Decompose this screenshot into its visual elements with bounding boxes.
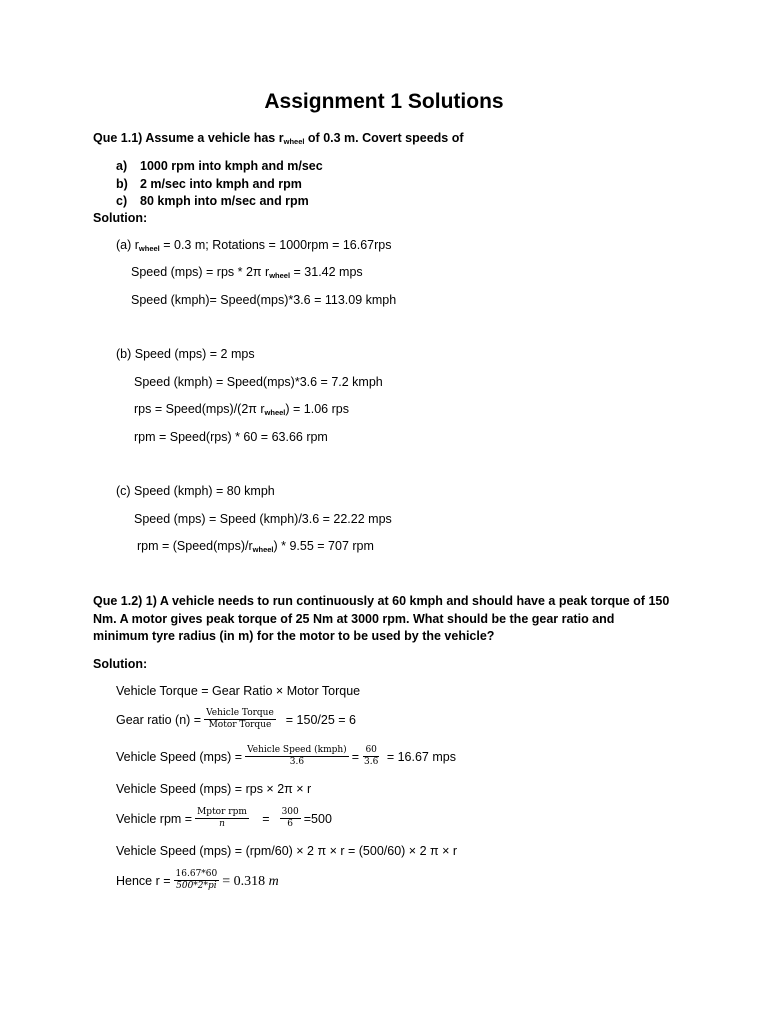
solution-text: = 31.42 mps: [290, 265, 363, 279]
equation-text: Vehicle rpm =: [116, 812, 193, 826]
list-marker: b): [116, 177, 128, 191]
equation-text: =: [262, 812, 270, 826]
list-marker: c): [116, 194, 128, 208]
solution-a-line-3: Speed (kmph)= Speed(mps)*3.6 = 113.09 kmph: [131, 293, 397, 307]
question-1-1-heading: [93, 130, 464, 150]
fraction: [174, 869, 220, 892]
question-1-2-heading-line-2: Nm. A motor gives peak torque of 25 Nm at 3000 rpm. What should be the gear ratio and: [93, 612, 615, 626]
equation-vehicle-rpm: [116, 806, 332, 832]
fraction-numerator: Vehicle Torque: [206, 708, 274, 719]
list-item-text: 2 m/sec into kmph and rpm: [140, 177, 302, 191]
equation-vehicle-speed: [116, 744, 456, 770]
fraction: [204, 708, 276, 731]
solution-label: Solution:: [93, 657, 148, 671]
equation-text: Gear ratio (n) =: [116, 713, 202, 727]
fraction: [280, 807, 301, 830]
solution-text: ) = 1.06 rps: [285, 402, 349, 416]
equation-text: Hence r =: [116, 874, 171, 888]
equation-unit: m: [268, 874, 279, 889]
subscript-wheel: wheel: [269, 271, 291, 280]
equation-speed-rps: Vehicle Speed (mps) = rps × 2π × r: [116, 782, 312, 796]
solution-b-line-2: Speed (kmph) = Speed(mps)*3.6 = 7.2 kmph: [134, 375, 383, 389]
question-1-2-heading-line-3: minimum tyre radius (in m) for the motor to be used by the vehicle?: [93, 629, 495, 643]
fraction-numerator: 60: [365, 745, 377, 756]
subscript-wheel: wheel: [252, 545, 274, 554]
list-marker: a): [116, 159, 128, 173]
solution-label: Solution:: [93, 211, 148, 225]
fraction-numerator: 300: [281, 807, 299, 818]
solution-a-line-1: [116, 237, 392, 257]
fraction: [362, 745, 380, 768]
solution-text: rpm = (Speed(mps)/r: [137, 539, 253, 553]
subscript-wheel: wheel: [283, 137, 305, 146]
question-1-1-heading-tail: of 0.3 m. Covert speeds of: [304, 131, 464, 145]
equation-text: =: [351, 750, 359, 764]
subscript-wheel: wheel: [264, 408, 286, 417]
solution-b-line-4: rpm = Speed(rps) * 60 = 63.66 rpm: [134, 430, 328, 444]
solution-b-line-3: [134, 401, 349, 421]
fraction: [245, 745, 349, 768]
question-1-1-heading-text: Que 1.1) Assume a vehicle has r: [93, 131, 284, 145]
fraction-denominator: n: [219, 819, 225, 830]
list-item-text: 1000 rpm into kmph and m/sec: [140, 159, 323, 173]
equation-result: = 0.318: [222, 874, 266, 889]
fraction-denominator: Motor Torque: [208, 720, 272, 731]
solution-b-line-1: (b) Speed (mps) = 2 mps: [116, 347, 255, 361]
solution-text: (a) r: [116, 238, 139, 252]
equation-text: =500: [303, 812, 332, 826]
fraction-denominator: 3.6: [289, 757, 305, 768]
equation-text: = 16.67 mps: [386, 750, 456, 764]
list-item-text: 80 kmph into m/sec and rpm: [140, 194, 309, 208]
solution-c-line-3: [137, 538, 374, 558]
solution-a-line-2: [131, 264, 363, 284]
fraction-numerator: Vehicle Speed (kmph): [247, 745, 347, 756]
equation-text: = 150/25 = 6: [285, 713, 356, 727]
fraction-numerator: 16.67*60: [175, 869, 218, 880]
equation-gear-ratio: [116, 707, 356, 733]
fraction-denominator: 3.6: [364, 757, 379, 768]
solution-text: Speed (mps) = rps * 2π r: [131, 265, 270, 279]
fraction-numerator: Mptor rpm: [197, 807, 247, 818]
fraction-denominator: 500*2*pi: [176, 881, 217, 892]
fraction-denominator: 6: [287, 819, 294, 830]
fraction: [195, 807, 249, 830]
solution-text: = 0.3 m; Rotations = 1000rpm = 16.67rps: [159, 238, 392, 252]
page-title: Assignment 1 Solutions: [264, 90, 504, 113]
solution-c-line-1: (c) Speed (kmph) = 80 kmph: [116, 484, 275, 498]
solution-c-line-2: Speed (mps) = Speed (kmph)/3.6 = 22.22 mps: [134, 512, 392, 526]
solution-text: ) * 9.55 = 707 rpm: [273, 539, 374, 553]
solution-text: rps = Speed(mps)/(2π r: [134, 402, 265, 416]
equation-result-radius: [116, 867, 279, 896]
question-1-2-heading-line-1: Que 1.2) 1) A vehicle needs to run continuously at 60 kmph and should have a peak torque of 150: [93, 594, 670, 608]
equation-torque: Vehicle Torque = Gear Ratio × Motor Torque: [116, 684, 361, 698]
list-item: [116, 193, 127, 209]
list-item: [116, 176, 128, 192]
subscript-wheel: wheel: [138, 244, 160, 253]
equation-text: Vehicle Speed (mps) =: [116, 750, 243, 764]
list-item: [116, 158, 127, 174]
equation-speed-rpm: Vehicle Speed (mps) = (rpm/60) × 2 π × r = (500/60) × 2 π × r: [116, 844, 458, 858]
